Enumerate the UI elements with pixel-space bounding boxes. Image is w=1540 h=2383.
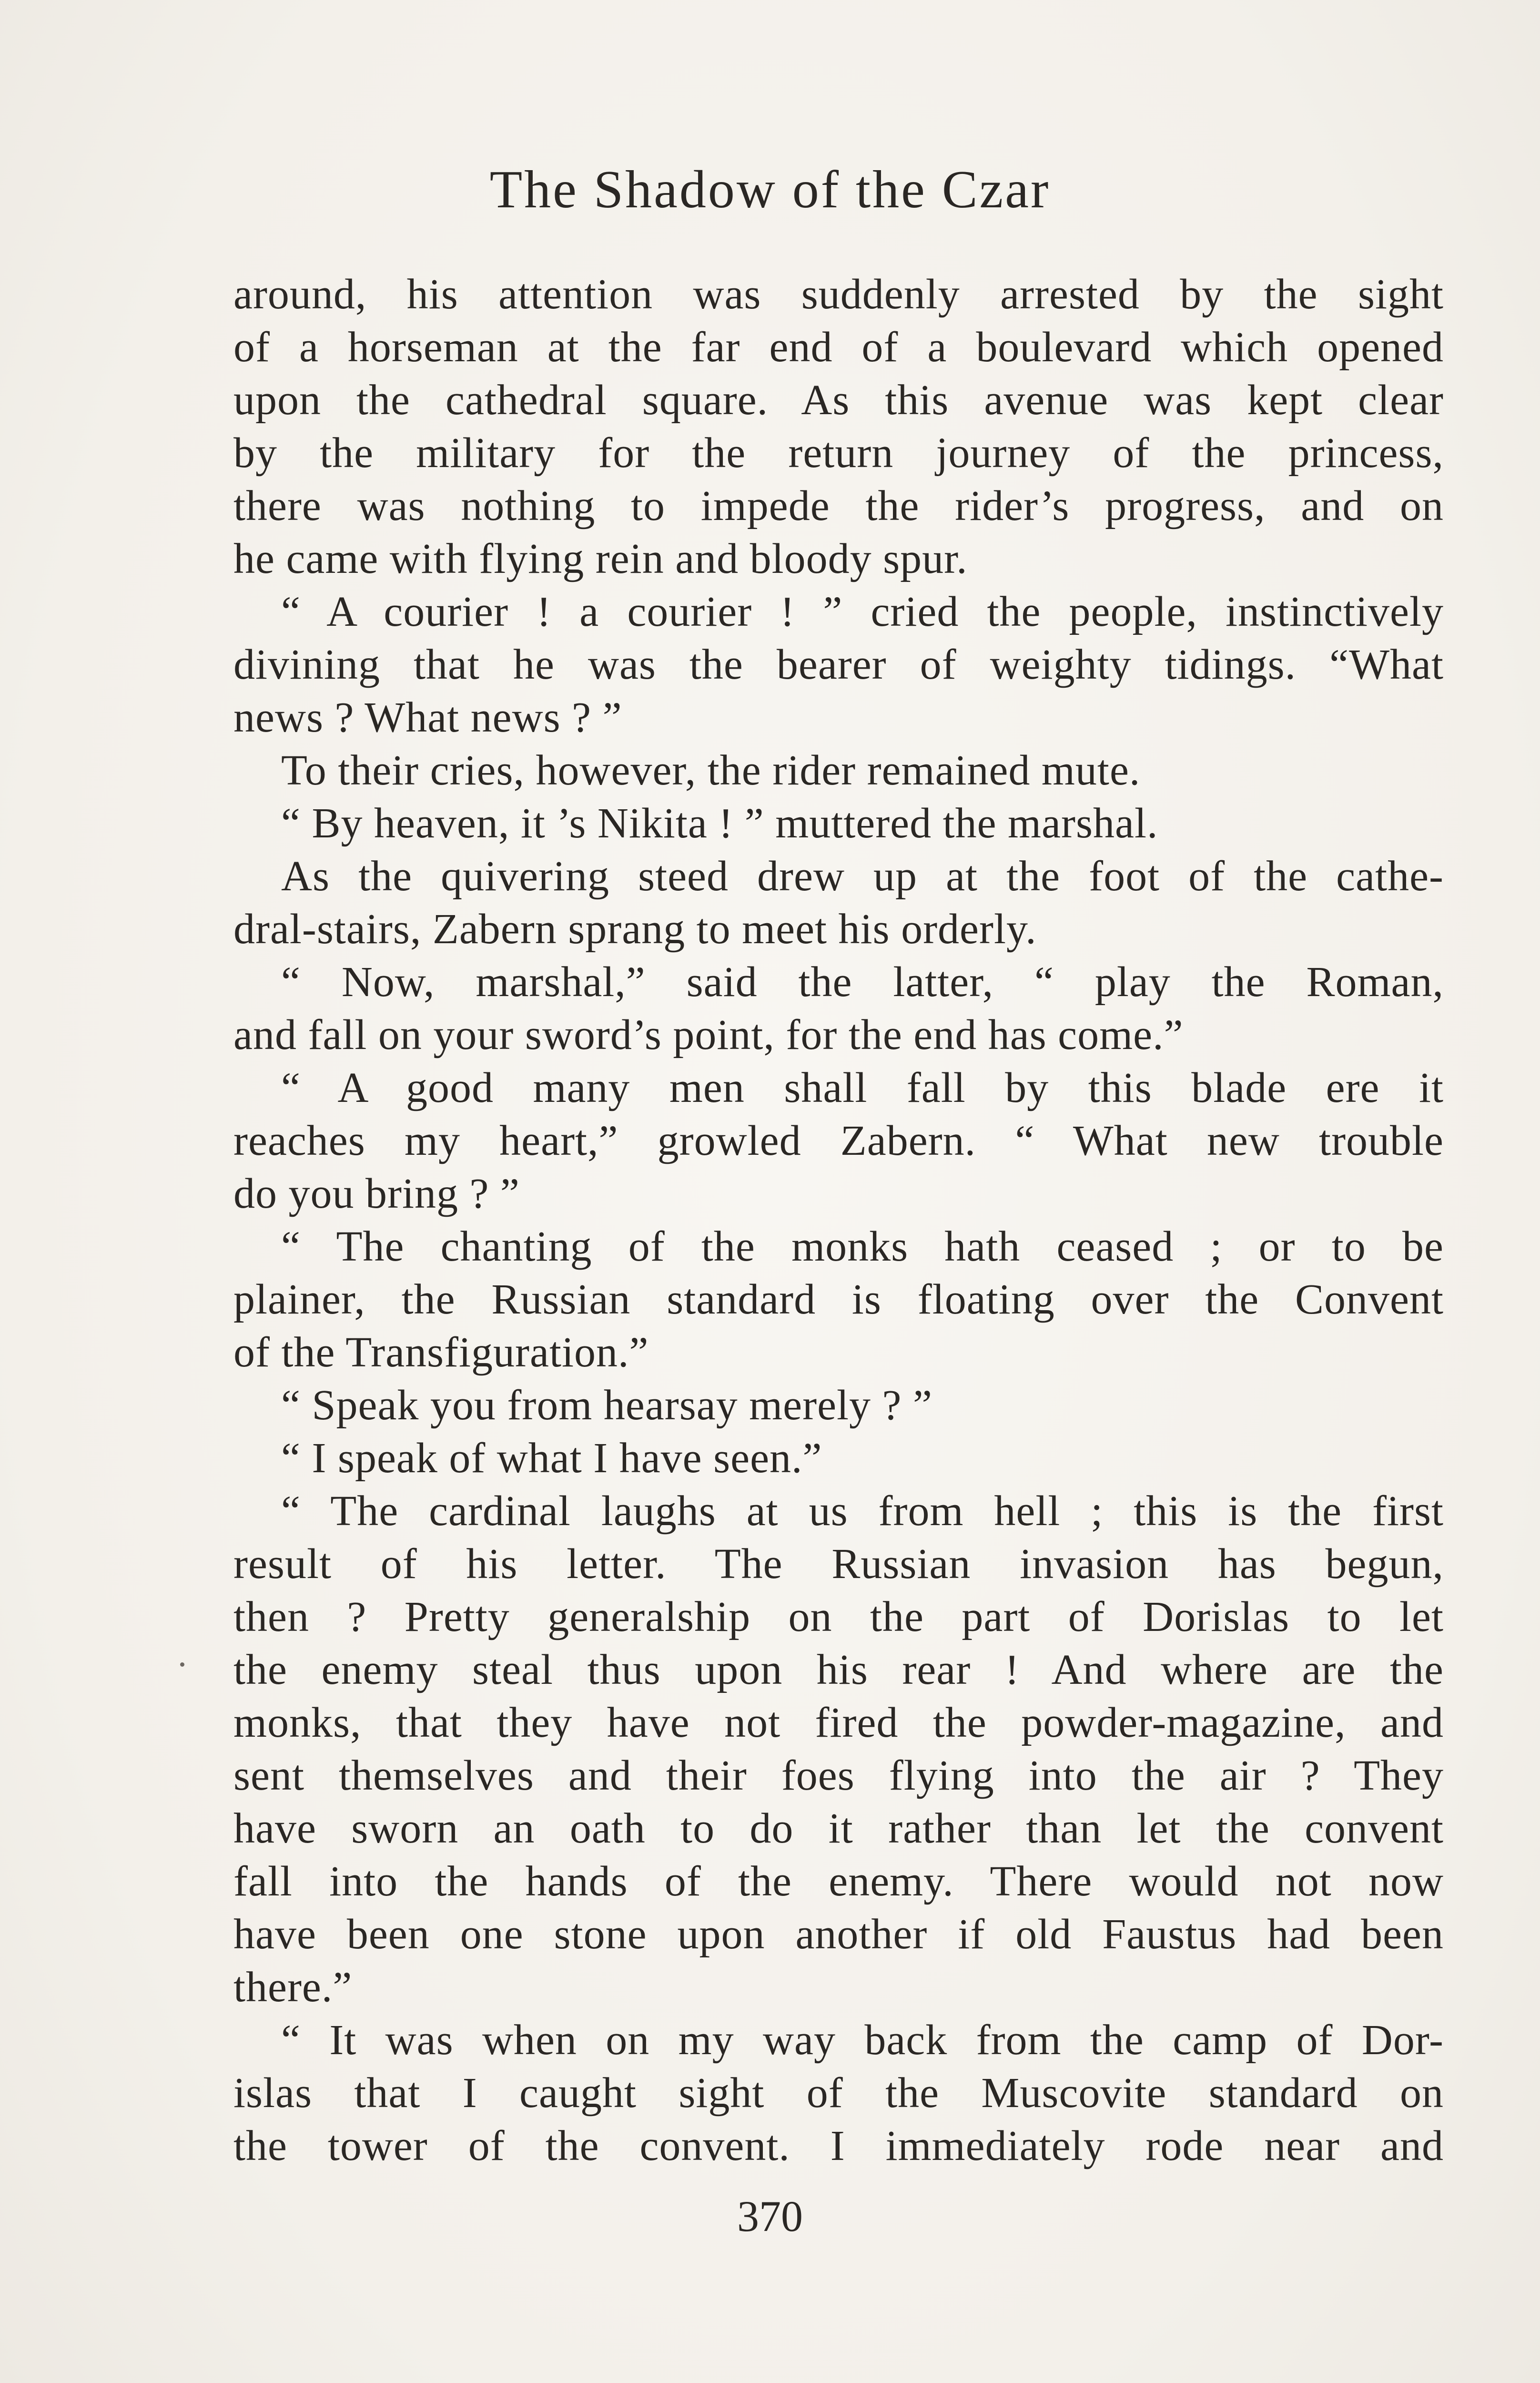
text-line: he came with flying rein and bloody spur. — [233, 535, 968, 582]
text-line: upon the cathedral square. As this avenue was kept clear — [233, 377, 1444, 424]
text-line: have been one stone upon another if old Faustus had been — [233, 1911, 1444, 1958]
page-number: 370 — [737, 2192, 803, 2240]
text-line: by the military for the return journey of the princess, — [233, 429, 1444, 477]
text-line: plainer, the Russian standard is floating over the Convent — [233, 1276, 1444, 1323]
text-line: “ A courier ! a courier ! ” cried the people, instinctively — [281, 588, 1444, 635]
text-line: “ Now, marshal,” said the latter, “ play the Roman, — [281, 958, 1444, 1006]
text-line: of the Transfiguration.” — [233, 1329, 649, 1376]
text-line: To their cries, however, the rider remained mute. — [281, 747, 1141, 794]
text-line: “ I speak of what I have seen.” — [281, 1435, 822, 1482]
text-line: and fall on your sword’s point, for the end has come.” — [233, 1011, 1184, 1059]
text-line: fall into the hands of the enemy. There would not now — [233, 1858, 1444, 1905]
text-line: there.” — [233, 1964, 353, 2011]
text-line: “ The cardinal laughs at us from hell ; this is the first — [281, 1487, 1444, 1535]
text-line: result of his letter. The Russian invasion has begun, — [233, 1540, 1444, 1588]
text-line: “ By heaven, it ’s Nikita ! ” muttered the marshal. — [281, 800, 1158, 847]
margin-speck — [180, 1662, 184, 1667]
text-line: “ A good many men shall fall by this blade ere it — [281, 1064, 1444, 1111]
text-line: reaches my heart,” growled Zabern. “ What new trouble — [233, 1117, 1444, 1164]
text-line: monks, that they have not fired the powder-magazine, and — [233, 1699, 1444, 1746]
text-line: As the quivering steed drew up at the foot of the cathe- — [281, 853, 1444, 900]
text-line: the tower of the convent. I immediately rode near and — [233, 2122, 1444, 2169]
text-line: there was nothing to impede the rider’s progress, and on — [233, 482, 1444, 530]
running-head-title: The Shadow of the Czar — [489, 160, 1051, 219]
text-line: have sworn an oath to do it rather than let the convent — [233, 1805, 1444, 1852]
text-line: around, his attention was suddenly arrested by the sight — [233, 271, 1444, 318]
text-line: do you bring ? ” — [233, 1170, 520, 1217]
text-line: then ? Pretty generalship on the part of Dorislas to let — [233, 1593, 1444, 1640]
text-line: the enemy steal thus upon his rear ! And where are the — [233, 1646, 1444, 1693]
text-line: “ Speak you from hearsay merely ? ” — [281, 1382, 932, 1429]
body-text — [233, 268, 1444, 2172]
text-line: divining that he was the bearer of weighty tidings. “What — [233, 641, 1444, 688]
text-line: islas that I caught sight of the Muscovite standard on — [233, 2069, 1444, 2117]
text-line: “ It was when on my way back from the camp of Dor- — [281, 2016, 1444, 2064]
text-line: “ The chanting of the monks hath ceased ; or to be — [281, 1223, 1444, 1270]
text-line: dral-stairs, Zabern sprang to meet his orderly. — [233, 906, 1037, 953]
text-line: news ? What news ? ” — [233, 694, 622, 741]
text-line: sent themselves and their foes flying into the air ? They — [233, 1752, 1444, 1799]
text-line: of a horseman at the far end of a boulevard which opened — [233, 324, 1444, 371]
